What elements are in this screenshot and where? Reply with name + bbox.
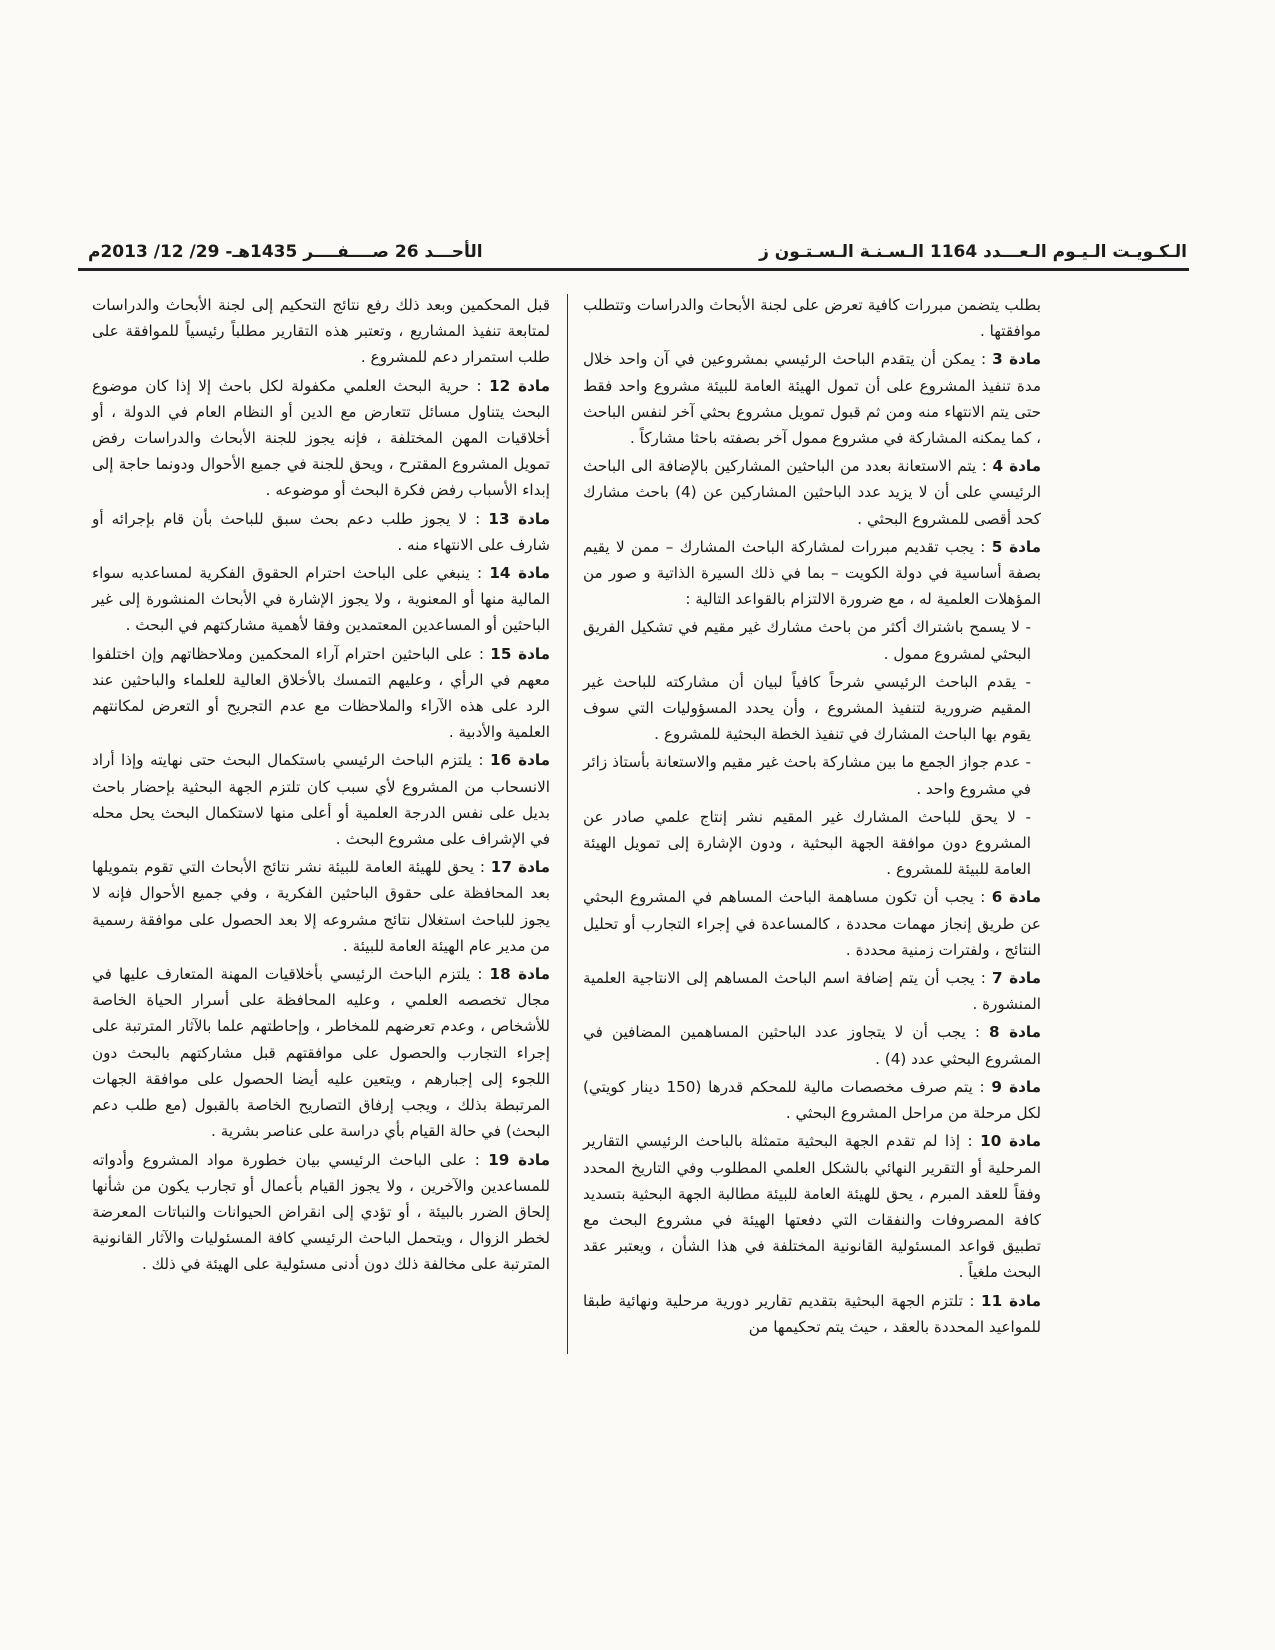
article-paragraph — [583, 749, 1041, 801]
article-number: مادة 18 — [489, 965, 550, 984]
article-text: : على الباحث الرئيسي بيان خطورة مواد المشروع وأدواته للمساعدين والآخرين ، ولا يجوز القيام بأعمال أو تجارب يكون من شأنها إلحاق الضرر بالبيئة ، أو تؤدي إلى انقراض الحيوانات والنباتات المعرضة لخطر الزوال ، ويتحمل الباحث الرئيسي كافة المسئوليات والآثار القانونية المترتبة على مخالفة ذلك دون أدنى مسئولية على الهيئة في ذلك . — [92, 1150, 550, 1274]
article-number: مادة 4 — [992, 457, 1041, 476]
article-text: : يجب أن تكون مساهمة الباحث المساهم في المشروع البحثي عن طريق إنجاز مهمات محددة ، كالمساعدة في إجراء التجارب أو تحليل النتائج ، ولفترات زمنية محددة . — [583, 888, 1041, 959]
article-text: - لا يحق للباحث المشارك غير المقيم نشر إنتاج علمي صادر عن المشروع دون موافقة الجهة البحثية ، ودون الإشارة إلى تمويل الهيئة العامة للبيئة للمشروع . — [583, 807, 1031, 879]
article-text: : يلتزم الباحث الرئيسي بأخلاقيات المهنة المتعارف عليها في مجال تخصصه العلمي ، وعليه المحافظة على أسرار الحياة الخاصة للأشخاص ، وعدم تعرضهم للمخاطر ، وإحاطتهم علما بالآثار المترتبة على إجراء التجارب والحصول على موافقتهم قبل مشاركتهم بالبحث دون اللجوء إلى إجبارهم ، ويتعين عليه أيضا الحصول على موافقة الجهات المرتبطة بذلك ، ويجب إرفاق التصاريح الخاصة بالقبول (مع طلب دعم البحث) في حالة القيام بأي دراسة على عناصر بشرية . — [92, 965, 550, 1141]
article-number: مادة 3 — [992, 350, 1041, 369]
article-number: مادة 11 — [981, 1291, 1042, 1310]
article-paragraph — [583, 965, 1041, 1017]
article-paragraph — [583, 804, 1041, 883]
article-text: : يجب أن يتم إضافة اسم الباحث المساهم إلى الانتاجية العلمية المنشورة . — [583, 969, 1041, 1014]
article-paragraph — [583, 669, 1041, 748]
article-text: : لا يجوز طلب دعم بحث سبق للباحث بأن قام بإجرائه أو شارف على الانتهاء منه . — [92, 509, 550, 554]
article-paragraph — [583, 614, 1041, 666]
article-paragraph — [92, 641, 550, 746]
article-number: مادة 14 — [489, 564, 550, 583]
article-paragraph — [92, 373, 550, 504]
article-text: : تلتزم الجهة البحثية بتقديم تقارير دورية مرحلية ونهائية طبقا للمواعيد المحددة بالعقد ، حيث يتم تحكيمها من — [583, 1291, 1041, 1336]
article-number: مادة 16 — [490, 751, 550, 770]
article-number: مادة 17 — [490, 858, 551, 877]
article-text: : يمكن أن يتقدم الباحث الرئيسي بمشروعين في آن واحد خلال مدة تنفيذ المشروع على أن تمول الهيئة العامة للبيئة مشروع واحد فقط حتى يتم الانتهاء منه ومن ثم قبول تمويل مشروع بحثي آخر لنفس الباحث ، كما يمكنه المشاركة في مشروع ممول آخر بصفته باحثا مشاركاً . — [583, 350, 1041, 448]
article-paragraph — [583, 1019, 1041, 1071]
article-paragraph — [583, 1074, 1041, 1126]
article-text: : يحق للهيئة العامة للبيئة نشر نتائج الأبحاث التي تقوم بتمويلها بعد المحافظة على حقوق الباحثين الفكرية ، وفي جميع الأحوال فإنه لا يجوز للباحث استغلال نتائج مشروعه إلا بعد الحصول على موافقة رسمية من مدير عام الهيئة العامة للبيئة . — [92, 858, 550, 955]
article-text: بطلب يتضمن مبررات كافية تعرض على لجنة الأبحاث والدراسات وتتطلب موافقتها . — [583, 296, 1041, 341]
article-text: : يجب تقديم مبررات لمشاركة الباحث المشارك – ممن لا يقيم بصفة أساسية في دولة الكويت – بما في ذلك السيرة الذاتية و صور من المؤهلات العلمية له ، مع ضرورة الالتزام بالقواعد التالية : — [583, 537, 1041, 609]
article-number: مادة 9 — [991, 1077, 1042, 1096]
article-text: : يجب أن لا يتجاوز عدد الباحثين المساهمين المضافين في المشروع البحثي عدد (4) . — [583, 1023, 1041, 1068]
article-paragraph — [92, 292, 550, 371]
article-number: مادة 15 — [490, 644, 551, 663]
article-paragraph — [583, 292, 1041, 344]
article-text: : يلتزم الباحث الرئيسي باستكمال البحث حتى نهايته وإذا أراد الانسحاب من المشروع لأي سبب كان تلتزم الجهة البحثية بإحضار باحث بديل على نفس الدرجة العلمية أو أعلى منها لاستكمال البحث يحل محله في الإشراف على مشروع البحث . — [92, 751, 550, 849]
article-paragraph — [583, 346, 1041, 451]
article-paragraph — [583, 884, 1041, 963]
article-paragraph — [92, 961, 550, 1144]
article-paragraph — [583, 1288, 1041, 1340]
page-header — [88, 228, 1187, 262]
article-text: : إذا لم تقدم الجهة البحثية متمثلة بالباحث الرئيسي التقارير المرحلية أو التقرير النهائي بالشكل العلمي المطلوب وفي التاريخ المحدد وفقاً للعقد المبرم ، يحق للهيئة العامة للبيئة مطالبة الجهة البحثية بتسديد كافة المصروفات والنفقات التي دفعتها الهيئة في مشروع البحث مع تطبيق قواعد المسئولية القانونية المختلفة في هذا الشأن ، ويعتبر عقد البحث ملغياً . — [583, 1132, 1041, 1282]
column-divider — [567, 294, 568, 1354]
article-text: : يتم الاستعانة بعدد من الباحثين المشاركين بالإضافة الى الباحث الرئيسي على أن لا يزيد عدد الباحثين المشاركين عن (4) باحث مشارك كحد أقصى للمشروع البحثي . — [583, 457, 1041, 528]
right-column — [583, 292, 1041, 1342]
article-paragraph — [92, 1147, 550, 1278]
article-paragraph — [583, 534, 1041, 613]
article-text: قبل المحكمين وبعد ذلك رفع نتائج التحكيم إلى لجنة الأبحاث والدراسات لمتابعة تنفيذ المشاريع ، وتعتبر هذه التقارير مطلباً رئيسياً للموافقة على طلب استمرار دعم للمشروع . — [92, 296, 550, 367]
header-rule — [78, 268, 1189, 271]
article-paragraph — [92, 747, 550, 852]
article-number: مادة 19 — [488, 1150, 551, 1169]
article-paragraph — [583, 453, 1041, 532]
article-text: : يتم صرف مخصصات مالية للمحكم قدرها (150 دينار كويتي) لكل مرحلة من مراحل المشروع البحثي . — [583, 1077, 1041, 1123]
article-text: : على الباحثين احترام آراء المحكمين وملاحظاتهم وإن اختلفوا معهم في الرأي ، وعليهم التمسك بالأخلاق العالية للعلماء والباحثين عند الرد على هذه الآراء والملاحظات مع عدم التجريح أو التعرض لمكانتهم العلمية والأدبية . — [92, 644, 550, 742]
article-paragraph — [92, 854, 550, 959]
article-text: - لا يسمح باشتراك أكثر من باحث مشارك غير مقيم في تشكيل الفريق البحثي لمشروع ممول . — [583, 618, 1031, 663]
left-column — [92, 292, 550, 1280]
article-number: مادة 10 — [980, 1132, 1042, 1151]
article-number: مادة 8 — [989, 1023, 1041, 1042]
article-number: مادة 5 — [991, 537, 1042, 556]
article-paragraph — [92, 560, 550, 639]
article-text: : ينبغي على الباحث احترام الحقوق الفكرية لمساعديه سواء المالية منها أو المعنوية ، ولا يجوز الإشارة في الأبحاث المنشورة إلى غير الباحثين أو المساعدين المعتمدين وفقا لأهمية مشاركتهم في البحث . — [92, 564, 550, 635]
article-number: مادة 12 — [489, 376, 551, 395]
article-text: - عدم جواز الجمع ما بين مشاركة باحث غير مقيم والاستعانة بأستاذ زائر في مشروع واحد . — [583, 753, 1031, 798]
header-date: الأحـــد 26 صــــفــــر 1435هـ- 29/ 12/ 2013م — [88, 242, 483, 262]
article-number: مادة 7 — [991, 969, 1041, 988]
article-number: مادة 6 — [991, 888, 1042, 907]
article-text: : حرية البحث العلمي مكفولة لكل باحث إلا إذا كان موضوع البحث يتناول مسائل تتعارض مع الدين أو النظام العام في الدولة ، أو أخلاقيات المهن المختلفة ، فإنه يجوز للجنة الأبحاث والدراسات رفض تمويل المشروع المقترح ، ويحق للجنة في جميع الأحوال ودونما حاجة إلى إبداء الأسباب رفض فكرة البحث أو موضوعه . — [92, 376, 550, 500]
article-paragraph — [583, 1128, 1041, 1285]
header-issue: الـكـويـت الـيـوم الـعـــدد 1164 الـسـنـة الـسـتـون ز — [759, 242, 1187, 262]
article-paragraph — [92, 506, 550, 558]
article-number: مادة 13 — [488, 509, 550, 528]
article-text: - يقدم الباحث الرئيسي شرحاً كافياً لبيان أن مشاركته للباحث غير المقيم ضرورية لتنفيذ المشروع ، وأن يحدد المسؤوليات التي سوف يقوم بها الباحث المشارك في تنفيذ الخطة البحثية للمشروع . — [583, 672, 1031, 744]
